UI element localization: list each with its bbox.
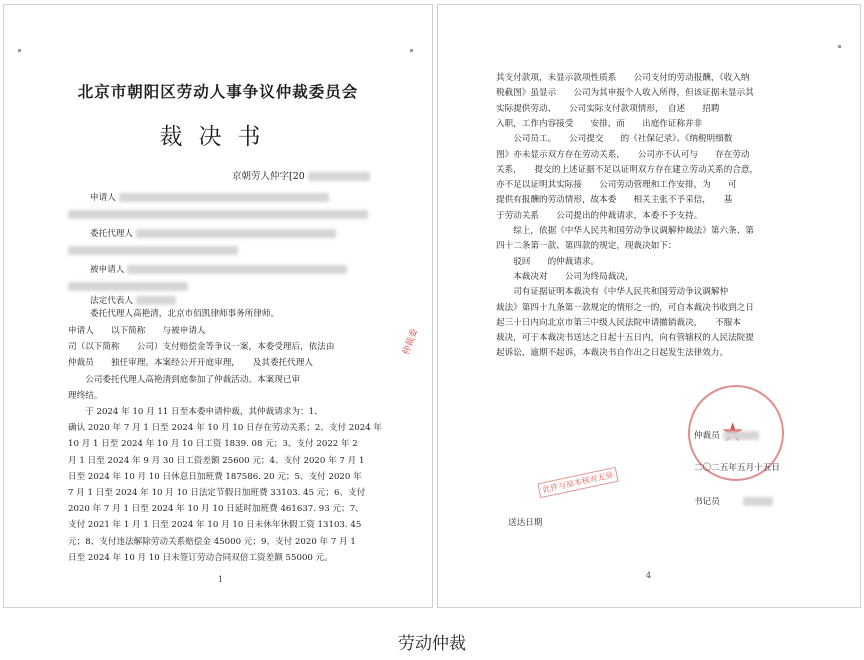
page4-body-line: 驳回 的仲裁请求。 [496, 256, 600, 267]
page4-body-line: 四十二条第一款、第四款的规定，现裁决如下： [496, 241, 677, 252]
page1-body-line: 7 月 1 日至 2024 年 10 月 10 日法定节假日加班费 33103. 45 元；6、支付 [68, 488, 366, 498]
page4-body-line: 起诉讼，逾期不起诉，本裁决书自作出之日起发生法律效力。 [496, 348, 729, 359]
page-number: 4 [646, 571, 652, 580]
respondent-line: 被申请人 [90, 264, 347, 276]
page4-body-line: 公司员工。 公司提交 的《社保记录》、《纳税明细数 [496, 134, 733, 145]
page4-body-line: 实际提供劳动、 公司实际支付款项情形， 自述 招聘 [496, 103, 720, 114]
page4-body-line: 起三十日内向北京市第三中级人民法院申请撤销裁决， 不服本 [496, 317, 741, 328]
legal-representative-line: 法定代表人 [90, 295, 176, 307]
page1-body-line: 公司委托代理人高艳清到庭参加了仲裁活动。本案现已审 [68, 374, 301, 385]
page1-body-line: 日至 2024 年 10 月 10 日休息日加班费 187586. 20 元；5、支付 2020 年 [68, 471, 362, 482]
agent1-line: 委托代理人 [90, 228, 336, 240]
page1-body-line: 司（以下简称 公司）支付赔偿金等争议一案，本委受理后，依法由 [68, 342, 335, 353]
page4-body-line: 本裁决对 公司为终局裁决， [496, 271, 634, 282]
page1-body-line: 元；8、支付违法解除劳动关系赔偿金 45000 元；9、支付 2020 年 7 月 1 [68, 536, 356, 547]
scan-dot [410, 49, 413, 52]
scan-dot [18, 49, 21, 52]
page1-body-line: 理终结。 [68, 390, 103, 401]
arbitration-committee-name: 北京市朝阳区劳动人事争议仲裁委员会 [77, 82, 359, 101]
applicant-line: 申请人 [90, 192, 329, 204]
page4-body-line: 综上，依据《中华人民共和国劳动争议调解仲裁法》第六条、第 [496, 226, 754, 236]
arbitrator-line: 仲裁员 [694, 430, 759, 442]
page4-body-line: 其支付款项，未显示款项性质系 公司支付的劳动报酬，《收入纳 [496, 73, 750, 83]
page1-body-line: 2020 年 7 月 1 日至 2024 年 10 月 10 日延时加班费 461637. 93 元；7、 [68, 504, 364, 515]
page4-body-line: 入职，工作内容接受 安排，而 出庭作证称并非 [496, 118, 703, 129]
document-title: 裁决书 [159, 124, 277, 150]
page1-body-line: 确认 2020 年 7 月 1 日至 2024 年 10 月 10 日存在劳动关系；2、支付 2024 年 [68, 423, 383, 434]
page4-body-line: 亦不足以证明其实际接 公司劳动管理和工作安排，为 可 [496, 180, 737, 191]
document-page-4 [437, 4, 861, 608]
page1-body-line: 于 2024 年 10 月 11 日至本委申请仲裁，其仲裁请求为：1、 [68, 407, 323, 417]
case-number: 京朝劳人仲字[20 [232, 168, 370, 182]
page4-body-line: 于劳动关系 公司提出的仲裁请求，本委不予支持。 [496, 210, 703, 221]
scan-dot [838, 45, 841, 48]
page1-body-line: 月 1 日至 2024 年 9 月 30 日工资差额 25600 元；4、支付 2020 年 7 月 1 [68, 455, 365, 466]
document-page-1 [3, 4, 433, 608]
agent2-line: 委托代理人高艳清，北京市佰凯律师事务所律师。 [90, 309, 280, 319]
page-number: 1 [218, 575, 224, 584]
delivery-date-label: 送达日期 [508, 518, 543, 528]
decision-date: 二〇二五年五月十五日 [694, 463, 780, 473]
image-caption: 劳动仲裁 [398, 634, 466, 654]
page1-body-line: 仲裁员 独任审理。本案经公开开庭审理， 及其委托代理人 [68, 358, 313, 369]
page4-body-line: 提供有报酬的劳动情形，故本委 相关主张不予采信， 基 [496, 195, 733, 206]
page4-body-line: 裁决，可于本裁决书送达之日起十五日内，向有管辖权的人民法院提 [496, 333, 754, 344]
copy-verified-stamp: 此件与原本核对无异 [537, 467, 618, 498]
red-seal-fragment: 仲裁委 [401, 327, 421, 357]
page4-body-line: 司有证据证明本裁决有《中华人民共和国劳动争议调解仲 [496, 287, 729, 298]
page1-body-line: 日至 2024 年 10 月 10 日未签订劳动合同双倍工资差额 55000 元。 [68, 552, 333, 563]
page1-body-line: 申请人 以下简称 与被申请人 [68, 326, 206, 336]
clerk-line: 书记员 [694, 496, 773, 508]
page1-body-line: 10 月 1 日至 2024 年 10 月 10 日工资 1839. 08 元；3、支付 2022 年 2 [68, 439, 358, 450]
page4-body-line: 裁法》第四十九条第一款规定的情形之一的，可自本裁决书收到之日 [496, 302, 754, 313]
page4-body-line: 税截图》虽显示 公司为其申报个人收入所得，但该证据未显示其 [496, 88, 754, 99]
page1-body-line: 支付 2021 年 1 月 1 日至 2024 年 10 月 10 日未休年休假工资 13103. 45 [68, 520, 362, 531]
page4-body-line: 图》亦未显示双方存在劳动关系， 公司亦不认可与 存在劳动 [496, 149, 750, 160]
page4-body-line: 关系， 提交的上述证据不足以证明双方存在建立劳动关系的合意， [496, 164, 759, 175]
